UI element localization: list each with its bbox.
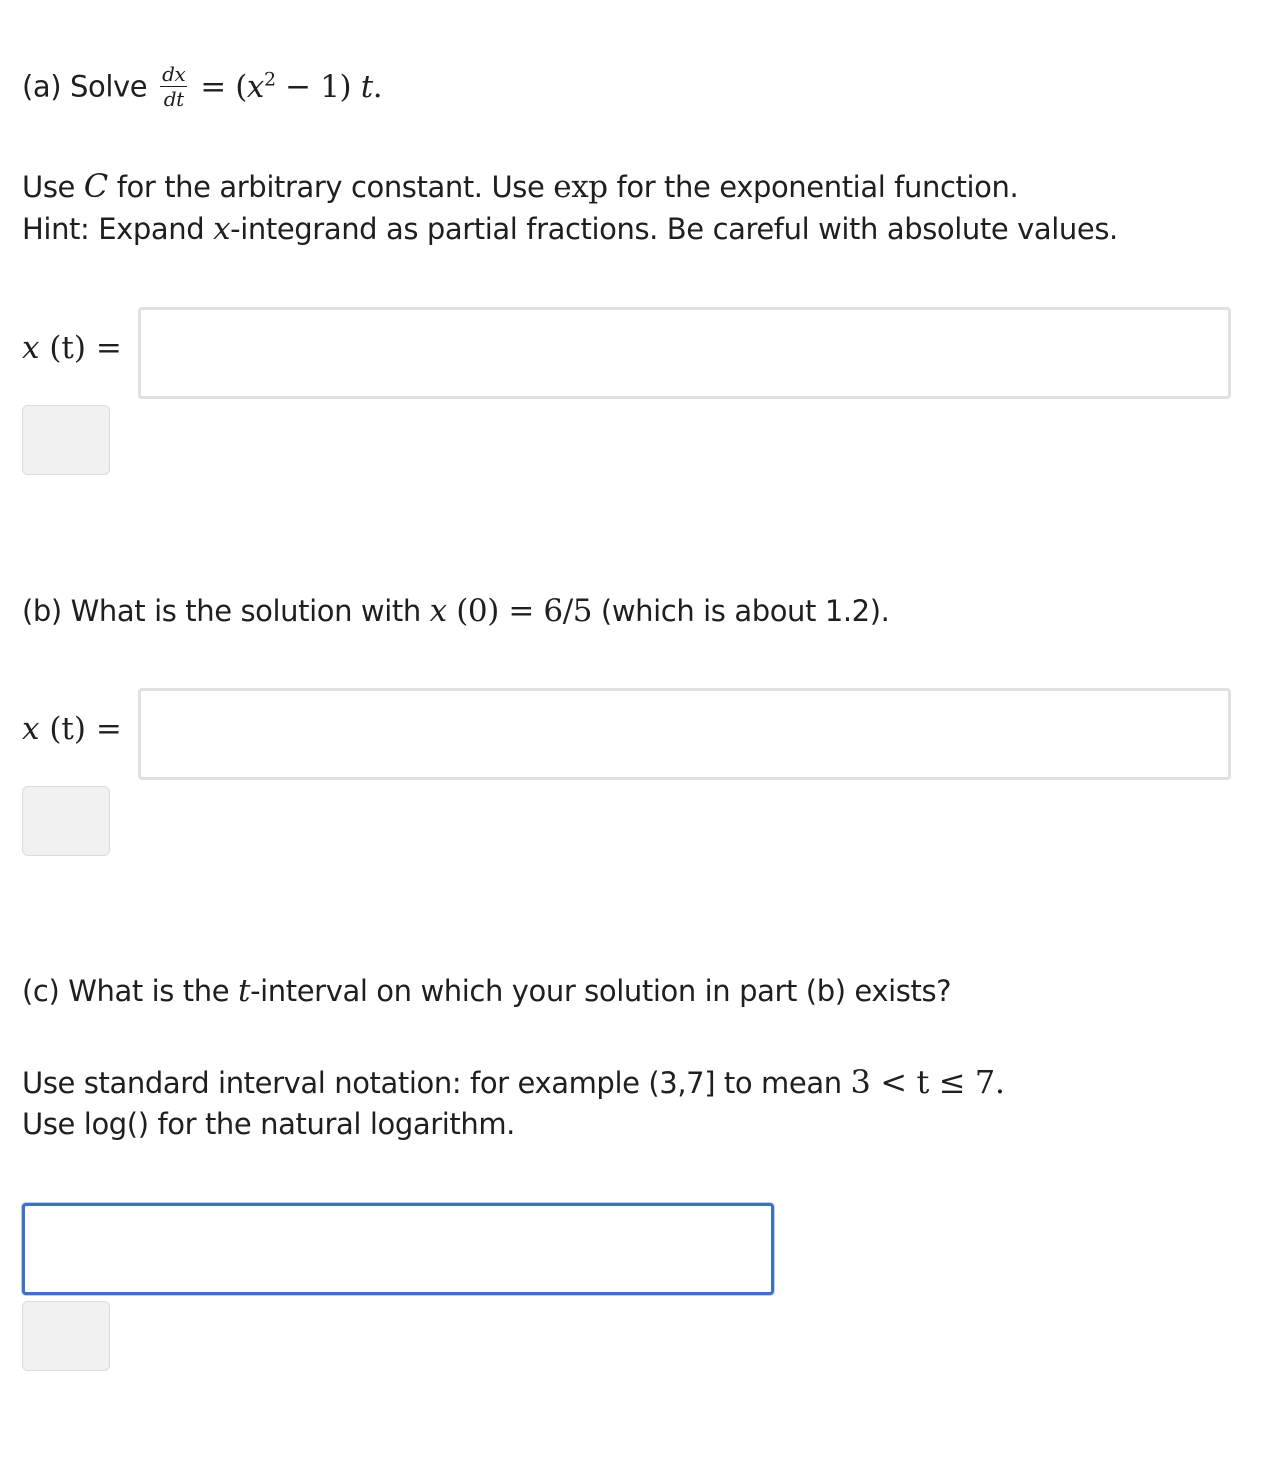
fraction-denominator: dt	[163, 87, 184, 111]
part-a-prefix: (a) Solve	[22, 69, 148, 104]
part-c-instruction-2: Use log() for the natural logarithm.	[22, 1107, 516, 1141]
ode-exponent: 2	[264, 68, 276, 91]
interval-example: 3 < t ≤ 7.	[850, 1063, 1005, 1101]
instr1-b: for the arbitrary constant. Use	[107, 170, 554, 204]
label-a-rest: (t) =	[39, 330, 122, 366]
hint-a: Hint: Expand	[22, 212, 214, 246]
part-b-answer-label	[22, 711, 122, 747]
part-b-prefix: (b) What is the solution with	[22, 594, 430, 628]
part-a-prompt	[22, 62, 383, 111]
cond-arg: (0) = 6/5	[446, 593, 593, 629]
part-c-q-b: -interval on which your solution in part (b) exists?	[250, 974, 952, 1008]
part-a-hint	[22, 211, 1118, 248]
hint-b: -integrand as partial fractions. Be careful with absolute values.	[230, 212, 1118, 246]
cond-x: x	[429, 593, 447, 629]
ode-open: = (	[200, 68, 247, 105]
exp-symbol: exp	[553, 169, 608, 205]
instr1-a: Use	[22, 170, 84, 204]
part-b-suffix: (which is about 1.2).	[592, 594, 890, 628]
ode-t: t	[360, 68, 373, 105]
part-c-check-button[interactable]	[22, 1301, 110, 1371]
part-a-answer-label	[22, 330, 122, 366]
part-c-instr-a: Use standard interval notation: for example (3,7] to mean	[22, 1066, 851, 1100]
part-c-prompt	[22, 973, 951, 1010]
ode-end: .	[372, 68, 383, 105]
part-a-answer-input[interactable]	[138, 307, 1231, 399]
part-a-check-button[interactable]	[22, 405, 110, 475]
part-b-check-button[interactable]	[22, 786, 110, 856]
part-c-q-a: (c) What is the	[22, 974, 238, 1008]
instr1-c: for the exponential function.	[607, 170, 1019, 204]
part-a-instruction-1	[22, 167, 1018, 206]
hint-x: x	[213, 211, 231, 247]
label-b-x: x	[22, 711, 40, 747]
label-b-rest: (t) =	[39, 711, 122, 747]
part-c-t: t	[238, 973, 251, 1009]
label-a-x: x	[22, 330, 40, 366]
part-b-prompt	[22, 593, 889, 630]
part-c-instruction-1	[22, 1063, 1005, 1101]
ode-minus: − 1)	[275, 68, 361, 105]
derivative-fraction	[160, 64, 187, 109]
ode-rhs	[200, 69, 382, 105]
part-b-answer-input[interactable]	[138, 688, 1231, 780]
ode-var: x	[246, 68, 265, 105]
fraction-numerator: dx	[162, 62, 186, 86]
part-c-answer-input[interactable]	[22, 1203, 774, 1295]
constant-symbol: C	[83, 167, 108, 205]
